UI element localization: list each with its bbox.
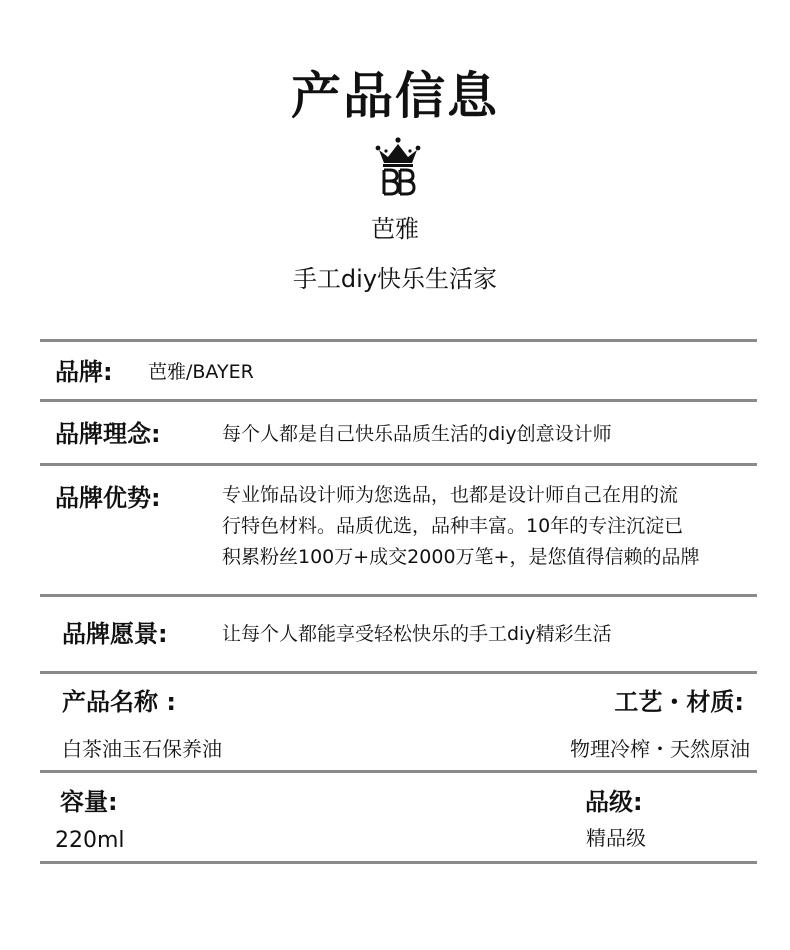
craft-label: 工艺・材质: — [614, 688, 744, 716]
concept-value: 每个人都是自己快乐品质生活的diy创意设计师 — [222, 423, 612, 445]
brand-label: 品牌: — [55, 358, 113, 386]
vision-label: 品牌愿景: — [62, 620, 168, 648]
advantage-line: 专业饰品设计师为您选品，也都是设计师自己在用的流 — [222, 484, 679, 506]
advantage-text — [222, 480, 699, 573]
concept-label: 品牌理念: — [55, 420, 161, 448]
advantage-line: 积累粉丝100万+成交2000万笔+，是您值得信赖的品牌 — [222, 546, 700, 568]
brand-value: 芭雅/BAYER — [148, 361, 254, 383]
divider — [40, 770, 757, 773]
divider — [40, 861, 757, 864]
grade-value: 精品级 — [586, 826, 646, 850]
divider — [40, 594, 757, 597]
vision-value: 让每个人都能享受轻松快乐的手工diy精彩生活 — [222, 623, 612, 645]
product-name-label: 产品名称 : — [62, 688, 176, 716]
crown-bb-logo-icon — [370, 136, 426, 196]
brand-name: 芭雅 — [371, 215, 419, 243]
divider — [40, 463, 757, 466]
capacity-label: 容量: — [60, 788, 118, 816]
craft-value: 物理冷榨・天然原油 — [570, 737, 750, 761]
advantage-label: 品牌优势: — [55, 484, 161, 512]
divider — [40, 339, 757, 342]
product-name-value: 白茶油玉石保养油 — [62, 737, 222, 761]
brand-slogan: 手工diy快乐生活家 — [292, 265, 498, 293]
divider — [40, 671, 757, 674]
grade-label: 品级: — [585, 788, 643, 816]
advantage-line: 行特色材料。品质优选，品种丰富。10年的专注沉淀已 — [222, 515, 684, 537]
page-title: 产品信息 — [291, 67, 499, 125]
capacity-value: 220ml — [55, 828, 125, 853]
divider — [40, 399, 757, 402]
